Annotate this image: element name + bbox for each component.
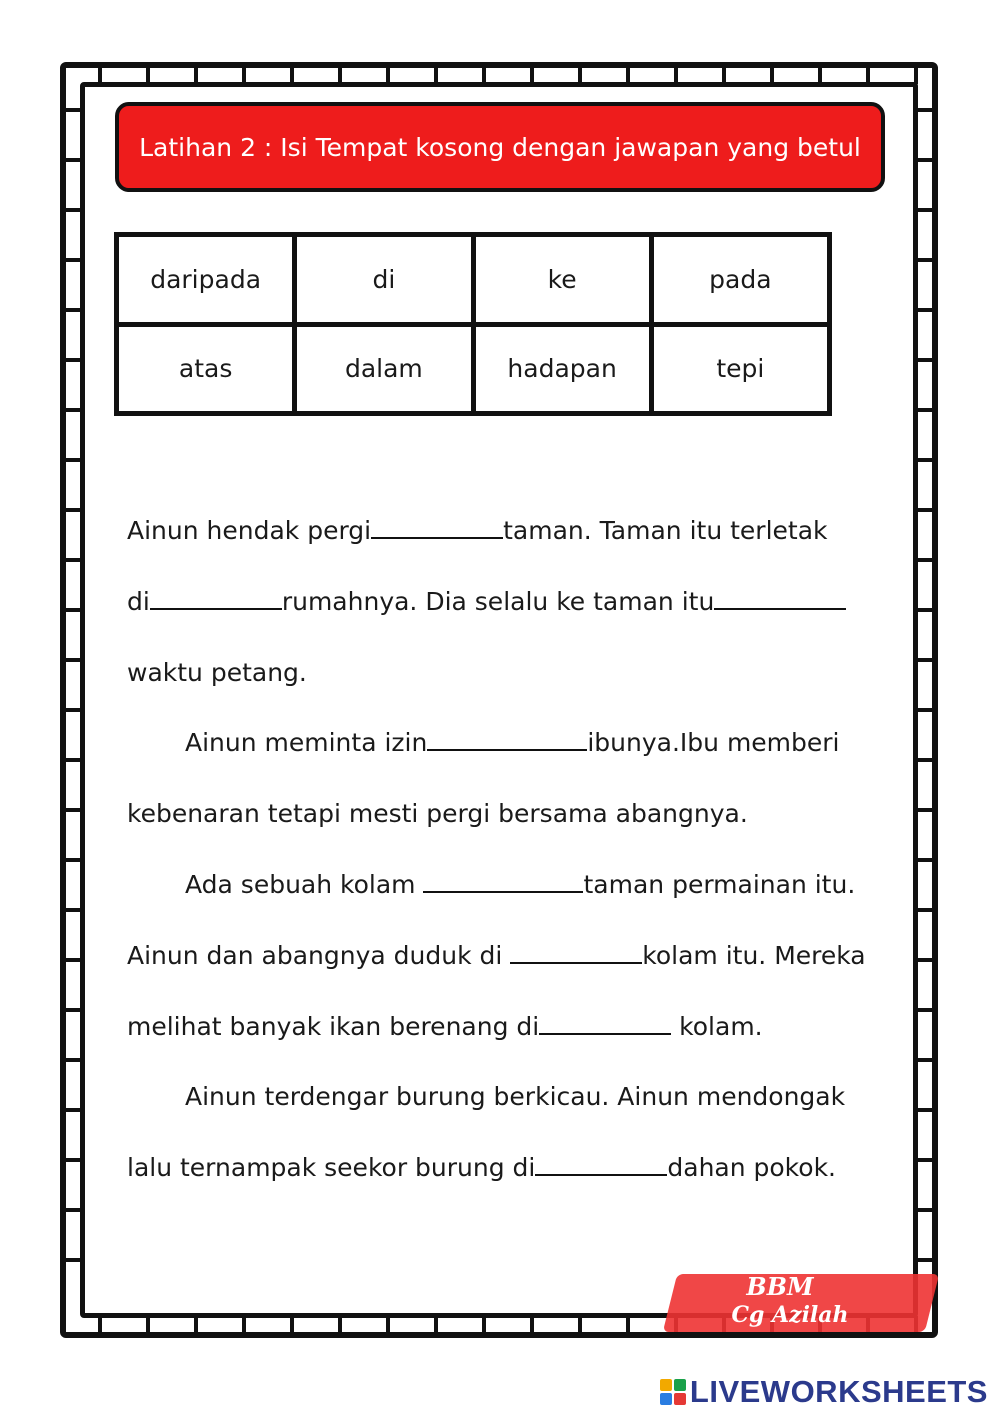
passage-line (127, 850, 867, 921)
blank-2[interactable] (150, 586, 282, 610)
liveworksheets-brand[interactable] (660, 1374, 988, 1410)
passage-text: lalu ternampak seekor burung di (127, 1153, 536, 1183)
word-bank-row (117, 324, 830, 414)
passage-line (127, 779, 867, 850)
word-bank-row (117, 235, 830, 325)
blank-5[interactable] (423, 869, 583, 893)
exercise-title-banner (115, 102, 885, 192)
word-bank-cell: tepi (651, 324, 829, 414)
passage-line (127, 1062, 867, 1133)
passage-text: di (127, 586, 150, 616)
passage (127, 496, 867, 1204)
passage-text: dahan pokok. (667, 1153, 836, 1183)
passage-line (127, 638, 867, 709)
passage-text: Ainun dan abangnya duduk di (127, 940, 503, 970)
blank-3[interactable] (714, 586, 846, 610)
exercise-title: Latihan 2 : Isi Tempat kosong dengan jawapan yang betul (139, 132, 861, 162)
passage-text: taman permainan itu. (583, 869, 856, 899)
passage-text: waktu petang. (127, 657, 307, 687)
word-bank-cell: hadapan (473, 324, 651, 414)
passage-text: taman. Taman itu terletak (503, 516, 828, 545)
blank-6[interactable] (510, 940, 642, 964)
passage-line (127, 496, 867, 567)
passage-line (127, 1133, 867, 1204)
word-bank-cell: pada (651, 235, 829, 325)
blank-1[interactable] (371, 515, 503, 539)
blank-7[interactable] (539, 1011, 671, 1035)
brand-text: LIVEWORKSHEETS (689, 1374, 988, 1409)
passage-line (127, 708, 867, 779)
passage-line (127, 567, 867, 638)
word-bank-cell: dalam (295, 324, 473, 414)
stamp-line-1: BBM (746, 1272, 814, 1301)
word-bank-cell: atas (117, 324, 295, 414)
author-stamp (660, 1268, 940, 1336)
passage-text: Ainun hendak pergi (127, 516, 372, 545)
passage-text: Ada sebuah kolam (185, 869, 416, 899)
passage-text: Ainun meminta izin (185, 728, 428, 758)
word-bank-table (114, 232, 832, 416)
passage-text: rumahnya. Dia selalu ke taman itu (281, 586, 715, 616)
passage-line (127, 921, 867, 992)
passage-text: kebenaran tetapi mesti pergi bersama abangnya. (127, 799, 748, 829)
word-bank-cell: ke (473, 235, 651, 325)
passage-text: kolam itu. Mereka (642, 940, 866, 970)
passage-text: kolam. (679, 1011, 763, 1041)
passage-text: ibunya.Ibu memberi (587, 728, 840, 758)
blank-4[interactable] (427, 727, 587, 751)
word-bank-cell: di (295, 235, 473, 325)
liveworksheets-logo-icon (660, 1379, 686, 1405)
stamp-line-2: Cg Azilah (731, 1302, 849, 1328)
passage-line (127, 992, 867, 1063)
word-bank-cell: daripada (117, 235, 295, 325)
passage-text: Ainun terdengar burung berkicau. Ainun mendongak (185, 1082, 846, 1112)
blank-8[interactable] (535, 1152, 667, 1176)
passage-text: melihat banyak ikan berenang di (127, 1011, 540, 1041)
